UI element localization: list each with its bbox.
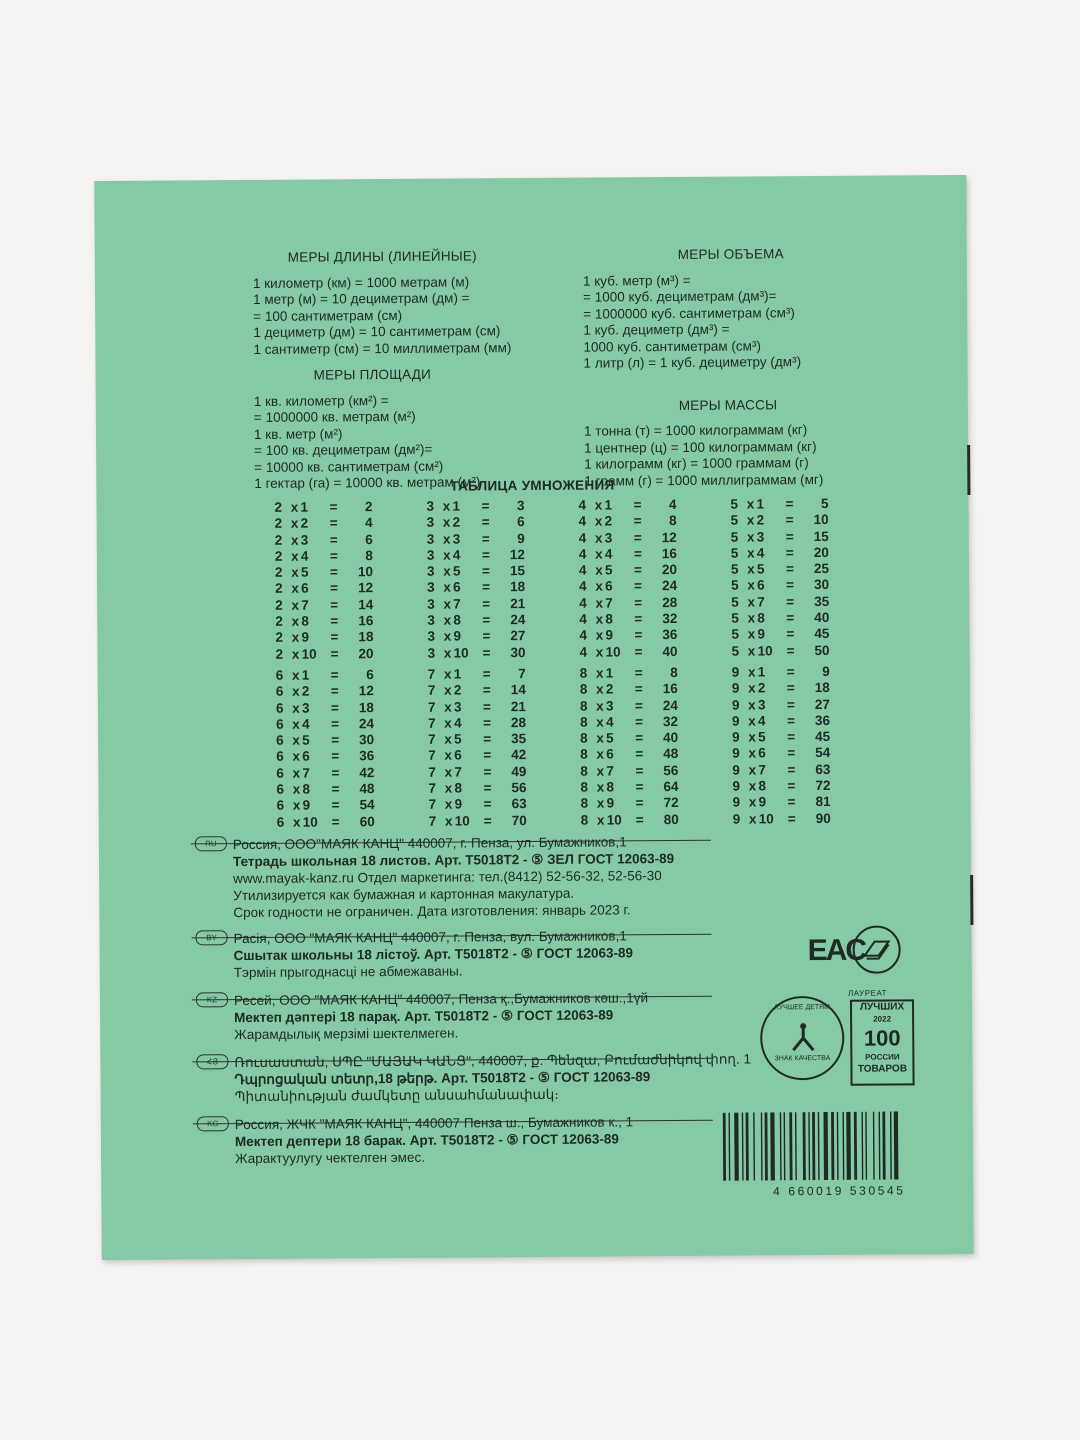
info-block-2 [206, 989, 649, 1043]
multiplication-row: 4 x 6 = 24 [579, 578, 678, 595]
area-line: 1 кв. метр (м²) [253, 425, 343, 442]
multiplication-column-9 [732, 664, 843, 828]
barcode-bar [742, 1113, 744, 1181]
barcode-bar [861, 1112, 863, 1180]
info-line: Ռուսաստան, ՍՊԸ "ՄԱՅԱԿ ԿԱՆՑ", 440007, ք. Պենզա, Բումաժնիկով փող. 1 [234, 1051, 751, 1071]
multiplication-column-6 [276, 667, 387, 831]
stamp-country: РОССИИ [865, 1052, 900, 1062]
best-100-stamp [850, 999, 915, 1085]
multiplication-row: 7 x 7 = 49 [428, 763, 527, 780]
eac-mark: EAC [807, 933, 866, 968]
info-line: Жарактуулугу чектелген эмес. [235, 1149, 426, 1167]
multiplication-row: 3 x 5 = 15 [426, 563, 526, 579]
multiplication-row: 7 x 5 = 35 [428, 731, 527, 747]
barcode-bar [846, 1112, 851, 1180]
info-block-0 [205, 833, 675, 921]
length-title: МЕРЫ ДЛИНЫ (ЛИНЕЙНЫЕ) [287, 248, 477, 265]
multiplication-row: 2 x 7 = 14 [275, 596, 374, 613]
multiplication-row: 9 x 1 = 9 [731, 663, 830, 680]
info-line: Тэрмін прыгоднасці не абмежаваны. [233, 963, 463, 981]
info-block-4 [207, 1113, 634, 1167]
volume-line: 1 куб. метр (м³) = [582, 272, 691, 289]
multiplication-row: 3 x 2 = 6 [426, 514, 525, 531]
multiplication-column-4 [578, 497, 689, 661]
info-line: Мектеп дәптері 18 парақ. Арт. Т5018Т2 - ⑤ ГОСТ 12063-89 [234, 1007, 614, 1026]
multiplication-row: 5 x 4 = 20 [730, 544, 829, 561]
multiplication-row: 8 x 10 = 80 [580, 811, 679, 828]
multiplication-column-7 [428, 666, 539, 830]
multiplication-title: ТАБЛИЦА УМНОЖЕНИЯ [450, 477, 615, 494]
barcode-bar [795, 1112, 797, 1180]
barcode-bar [784, 1112, 786, 1180]
multiplication-row: 3 x 6 = 18 [427, 579, 526, 596]
info-line: Жарамдылық мерзімі шектелмеген. [234, 1025, 459, 1043]
info-line: Утилизируется как бумажная и картонная макулатура. [233, 885, 575, 904]
mass-line: 1 тонна (т) = 1000 килограммам (кг) [583, 422, 808, 439]
multiplication-row: 7 x 1 = 7 [427, 666, 526, 682]
barcode-number: 4 660019 530545 [773, 1183, 906, 1199]
barcode-bar [823, 1112, 828, 1180]
multiplication-column-3 [426, 498, 537, 662]
info-block-3 [206, 1050, 751, 1105]
area-line: 1 кв. километр (км²) = [253, 392, 389, 409]
multiplication-row: 3 x 10 = 30 [427, 644, 526, 661]
barcode-bar [746, 1113, 749, 1181]
certification-logos [719, 915, 920, 1096]
multiplication-column-2 [274, 499, 385, 663]
mass-title: МЕРЫ МАССЫ [678, 396, 778, 413]
language-badge: BY [195, 930, 227, 945]
language-badge: KG [197, 1116, 229, 1131]
barcode [719, 1111, 960, 1203]
barcode-bar [812, 1112, 815, 1180]
multiplication-row: 8 x 1 = 8 [579, 664, 678, 681]
barcode-bar [780, 1112, 782, 1180]
measures-left-column [253, 248, 555, 493]
multiplication-row: 4 x 2 = 8 [578, 513, 677, 529]
language-badge: RU [195, 836, 227, 851]
multiplication-row: 5 x 3 = 15 [730, 528, 829, 545]
multiplication-row: 9 x 7 = 63 [732, 761, 831, 778]
seal-top: ЛУЧШЕЕ ДЕТЯМ [774, 1003, 830, 1012]
length-line: 1 сантиметр (см) = 10 миллиметрам (мм) [253, 339, 512, 357]
multiplication-row: 6 x 5 = 30 [276, 732, 375, 748]
length-line: 1 километр (км) = 1000 метрам (м) [252, 273, 470, 291]
multiplication-row: 8 x 8 = 64 [580, 779, 679, 795]
barcode-bar [882, 1112, 885, 1180]
multiplication-row: 8 x 7 = 56 [580, 762, 679, 779]
volume-title: МЕРЫ ОБЪЕМА [677, 246, 784, 262]
multiplication-row: 2 x 4 = 8 [274, 548, 373, 564]
multiplication-row: 9 x 6 = 54 [732, 745, 831, 762]
info-line: Срок годности не ограничен. Дата изготовления: январь 2023 г. [233, 902, 631, 921]
language-badge: KZ [196, 992, 228, 1007]
volume-line: 1 куб. дециметр (дм³) = [583, 321, 730, 338]
length-line: 1 дециметр (дм) = 10 сантиметрам (см) [253, 323, 501, 340]
multiplication-row: 6 x 3 = 18 [275, 699, 374, 716]
multiplication-row: 4 x 7 = 28 [579, 594, 678, 611]
stamp-top: ЛУЧШИХ [859, 1001, 905, 1013]
multiplication-row: 4 x 1 = 4 [578, 497, 677, 513]
multiplication-row: 2 x 3 = 6 [274, 531, 373, 548]
barcode-bar [818, 1112, 820, 1180]
multiplication-row: 9 x 10 = 90 [732, 810, 831, 827]
multiplication-row: 3 x 9 = 27 [427, 628, 526, 645]
info-line: Мектеп дептери 18 барак. Арт. Т5018Т2 - ⑤ ГОСТ 12063-89 [234, 1131, 619, 1150]
barcode-bar [831, 1112, 834, 1180]
multiplication-row: 6 x 2 = 12 [275, 683, 374, 700]
multiplication-column-8 [580, 665, 691, 829]
info-line: Россия, ООО"МАЯК КАНЦ" 440007, г. Пенза, ул. Бумажников,1 [232, 834, 627, 853]
multiplication-row: 6 x 1 = 6 [275, 667, 374, 683]
length-line: = 100 сантиметрам (см) [253, 307, 403, 324]
book-logo-icon [852, 925, 900, 973]
stamp-bottom: ТОВАРОВ [857, 1063, 908, 1075]
multiplication-row: 6 x 9 = 54 [276, 797, 375, 814]
multiplication-row: 8 x 6 = 48 [580, 746, 679, 763]
info-line: Россия, ЖЧК "МАЯК КАНЦ", 440007 Пенза ш., Бумажников к., 1 [234, 1114, 634, 1133]
multiplication-row: 3 x 3 = 9 [426, 530, 525, 547]
notebook-back-cover [94, 175, 974, 1260]
volume-line: 1 литр (л) = 1 куб. дециметру (дм³) [583, 354, 802, 371]
multiplication-row: 7 x 3 = 21 [427, 698, 526, 715]
multiplication-row: 2 x 1 = 2 [274, 499, 373, 515]
multiplication-row: 3 x 4 = 12 [426, 546, 525, 563]
multiplication-row: 3 x 8 = 24 [427, 612, 526, 628]
multiplication-row: 6 x 8 = 48 [276, 781, 375, 797]
multiplication-row: 8 x 9 = 72 [580, 795, 679, 812]
mass-line: 1 килограмм (кг) = 1000 граммам (г) [584, 455, 809, 472]
multiplication-row: 4 x 9 = 36 [579, 627, 678, 644]
multiplication-row: 4 x 3 = 12 [578, 529, 677, 546]
area-line: = 10000 кв. сантиметрам (см²) [254, 458, 444, 475]
info-line: Тетрадь школьная 18 листов. Арт. Т5018Т2 - ⑤ ЗЕЛ ГОСТ 12063-89 [232, 851, 675, 870]
multiplication-row: 7 x 8 = 56 [428, 780, 527, 796]
multiplication-row: 9 x 2 = 18 [731, 680, 830, 696]
info-line: Расія, ООО "МАЯК КАНЦ" 440007, г. Пенза, вул. Бумажников,1 [233, 928, 627, 947]
barcode-bar [765, 1112, 768, 1180]
multiplication-row: 7 x 2 = 14 [427, 682, 526, 699]
measures-right-column [583, 246, 885, 490]
volume-line: 1000 куб. сантиметрам (см³) [583, 337, 761, 355]
multiplication-row: 6 x 7 = 42 [276, 764, 375, 781]
barcode-bar [837, 1112, 839, 1180]
barcode-bar [728, 1113, 730, 1181]
multiplication-row: 9 x 9 = 81 [732, 794, 831, 810]
staple-mark [970, 875, 973, 925]
barcode-bar [808, 1112, 810, 1180]
multiplication-row: 5 x 1 = 5 [730, 495, 829, 512]
info-line: Ресей, ООО "МАЯК КАНЦ" 440007, Пенза қ.,Бумажников көш.,1үй [233, 990, 649, 1009]
seal-bottom: ЗНАК КАЧЕСТВА [774, 1054, 831, 1063]
barcode-bar [865, 1112, 867, 1180]
multiplication-row: 7 x 9 = 63 [428, 796, 527, 813]
barcode-bar [842, 1112, 844, 1180]
language-badge: ՀՅ [196, 1054, 228, 1069]
info-line: Պիտանիության ժամկետը անսահմանափակ։ [234, 1086, 559, 1105]
multiplication-row: 9 x 5 = 45 [732, 729, 831, 745]
stamp-year: 2022 [873, 1014, 892, 1024]
length-line: 1 метр (м) = 10 дециметрам (дм) = [253, 290, 470, 307]
barcode-bars [719, 1111, 959, 1183]
multiplication-row: 5 x 2 = 10 [730, 512, 829, 528]
barcode-bar [789, 1112, 792, 1180]
multiplication-row: 2 x 2 = 4 [274, 515, 373, 532]
multiplication-row: 7 x 10 = 70 [428, 812, 527, 829]
barcode-bar [890, 1112, 892, 1180]
multiplication-row: 9 x 3 = 27 [731, 696, 830, 713]
multiplication-row: 7 x 6 = 42 [428, 747, 527, 764]
barcode-bar [873, 1112, 875, 1180]
multiplication-row: 4 x 4 = 16 [578, 545, 677, 562]
stamp-mid: 100 [863, 1025, 901, 1051]
multiplication-row: 5 x 7 = 35 [731, 593, 830, 610]
multiplication-row: 2 x 10 = 20 [275, 645, 374, 662]
mass-line: 1 центнер (ц) = 100 килограммам (кг) [584, 438, 817, 456]
multiplication-row: 8 x 3 = 24 [579, 697, 678, 714]
barcode-bar [734, 1113, 739, 1181]
multiplication-row: 2 x 6 = 12 [275, 580, 374, 597]
multiplication-row: 5 x 6 = 30 [731, 577, 830, 594]
barcode-bar [753, 1112, 755, 1180]
volume-line: = 1000000 куб. сантиметрам (см³) [583, 304, 795, 322]
barcode-bar [803, 1112, 806, 1180]
multiplication-row: 4 x 10 = 40 [579, 643, 678, 660]
info-line: Сшытак школьны 18 лістоў. Арт. Т5018Т2 - ⑤ ГОСТ 12063-89 [233, 945, 634, 964]
area-line: = 100 кв. дециметрам (дм²)= [254, 441, 433, 458]
multiplication-row: 2 x 8 = 16 [275, 613, 374, 629]
barcode-bar [761, 1112, 763, 1180]
multiplication-row: 3 x 1 = 3 [426, 498, 525, 514]
area-line: 1 гектар (га) = 10000 кв. метрам (м²) [254, 474, 481, 491]
multiplication-row: 5 x 5 = 25 [730, 561, 830, 577]
info-block-1 [206, 927, 634, 981]
multiplication-row: 5 x 9 = 45 [731, 626, 830, 642]
multiplication-row: 5 x 10 = 50 [731, 642, 830, 659]
mass-line: 1 грамм (г) = 1000 миллиграммам (мг) [584, 471, 824, 489]
multiplication-row: 6 x 10 = 60 [276, 813, 375, 830]
multiplication-row: 9 x 8 = 72 [732, 778, 831, 794]
volume-line: = 1000 куб. дециметрам (дм³)= [583, 288, 777, 305]
multiplication-row: 4 x 5 = 20 [578, 562, 678, 578]
multiplication-row: 5 x 8 = 40 [731, 610, 830, 626]
quality-seal-icon [760, 996, 845, 1081]
info-line: Դպրոցական տետր,18 թերթ. Арт. Т5018Т2 - ⑤ ГОСТ 12063-89 [234, 1069, 651, 1088]
area-title: МЕРЫ ПЛОЩАДИ [313, 366, 432, 383]
multiplication-row: 8 x 4 = 32 [579, 713, 679, 730]
barcode-bar [770, 1112, 775, 1180]
multiplication-row: 9 x 4 = 36 [731, 712, 831, 729]
multiplication-row: 2 x 5 = 10 [274, 564, 374, 580]
multiplication-row: 4 x 8 = 32 [579, 611, 678, 627]
barcode-bar [894, 1111, 899, 1179]
area-line: = 1000000 кв. метрам (м²) [253, 408, 416, 425]
multiplication-row: 3 x 7 = 21 [427, 595, 526, 612]
multiplication-row: 2 x 9 = 18 [275, 629, 374, 646]
multiplication-row: 8 x 2 = 16 [579, 681, 678, 697]
barcode-bar [723, 1113, 726, 1181]
barcode-bar [854, 1112, 857, 1180]
laureat-label: ЛАУРЕАТ [847, 988, 888, 998]
barcode-bar [879, 1112, 881, 1180]
multiplication-row: 8 x 5 = 40 [580, 730, 679, 746]
info-line: www.mayak-kanz.ru Отдел маркетинга: тел.(8412) 52-56-32, 52-56-30 [233, 868, 662, 887]
multiplication-column-5 [730, 496, 841, 660]
multiplication-row: 6 x 4 = 24 [275, 716, 375, 732]
multiplication-row: 6 x 6 = 36 [276, 748, 375, 765]
multiplication-row: 7 x 4 = 28 [427, 714, 527, 731]
